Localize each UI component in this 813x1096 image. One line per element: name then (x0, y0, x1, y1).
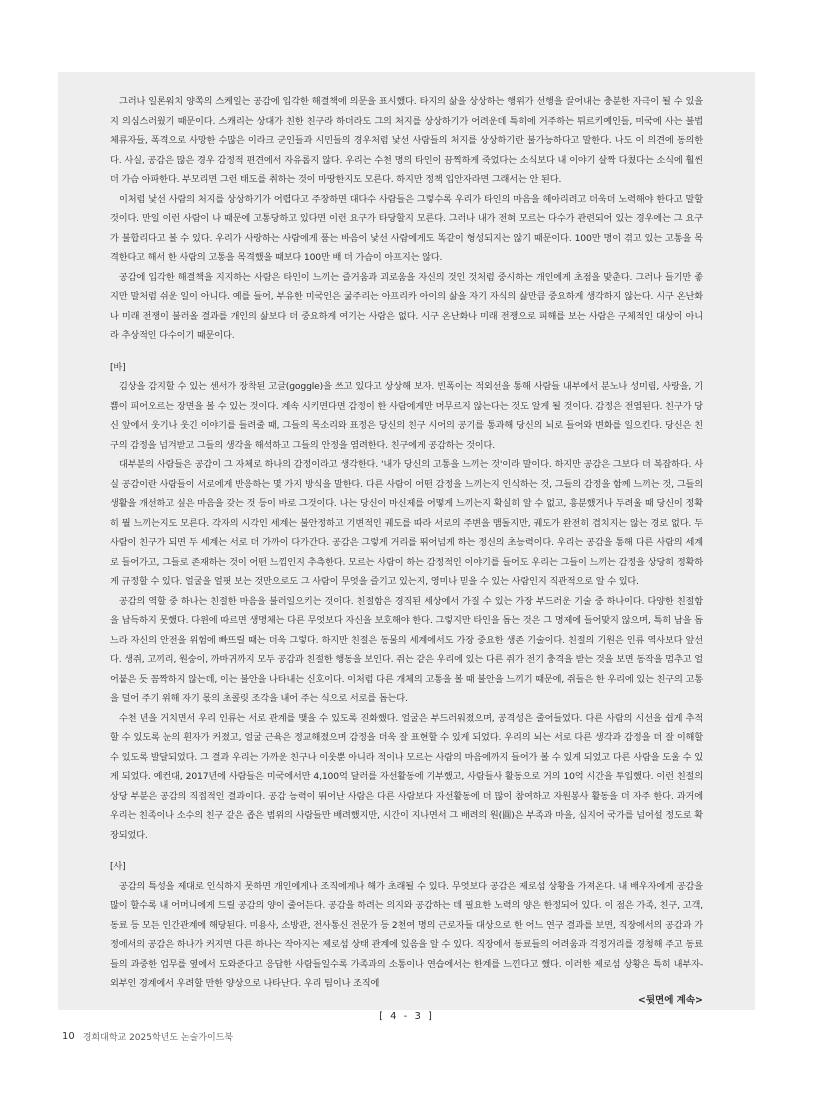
passage-body (110, 92, 703, 994)
section-b-paragraph-1: 김상을 감지할 수 있는 센서가 장착된 고글(goggle)을 쓰고 있다고 상상해 보자. 빈폭이는 적외선을 통해 사람들 내부에서 분노나 성미림, 사랑을, 기쁨이 피어오르는 장면을 볼 수 있는 것이다. 계속 시키면다면 감정이 한 사람에게만 머무르지 않는다는 것도 알게 될 것이다. 감정은 전염된다. 친구가 당신 앞에서 웃기나 웃긴 이야기를 들려줄 때, 그들의 목소리와 표정은 당신의 친구 시어의 공기를 통과해 당신의 뇌로 들어와 변화를 일으킨다. 당신은 친구의 감정을 넘겨받고 그들의 생각을 해석하고 그들의 안정을 염려한다. 친구에게 공감하는 것이다. (110, 381, 703, 451)
page-number: 10 (62, 1031, 75, 1042)
publication-title: 경희대학교 2025학년도 논술가이드북 (82, 1033, 234, 1043)
exam-page-code: [ 4 - 3 ] (379, 1010, 434, 1022)
section-c-paragraph-1: 공감의 특성을 제대로 인식하지 못하면 개인에게나 조직에게나 해가 초래될 수 있다. 무엇보다 공감은 제로섬 상황을 가져온다. 내 배우자에게 공감을 많이 할수록 내 어머니에게 드릴 공감의 양이 줄어든다. 공감을 하려는 의지와 공감하는 데 필요한 노력의 양은 한정되어 있다. 이 점은 가족, 친구, 고객, 동료 등 모든 인간관계에 해당된다. 미용사, 소방관, 전사통신 전문가 등 2천여 명의 근로자들 대상으로 한 어느 연구 결과를 보면, 직장에서의 공감과 가정에서의 공감은 하나가 커지면 다른 하나는 작아지는 제로섬 상태 관계에 있음을 알 수 있다. 직장에서 동료들의 어려움과 걱정거리를 경청해 주고 동료들의 과중한 업무를 옆에서 도와준다고 응답한 사람들일수록 가족과의 소통이나 연습에서는 한계를 느낀다고 했다. 이러한 제로섬 상황은 특히 내부자-외부인 경계에서 우려할 만한 양상으로 나타난다. 우리 팀이나 조직에 (110, 880, 703, 989)
intro-paragraph-3: 공감에 입각한 해결책을 지지하는 사람은 타인이 느끼는 즐거움과 괴로움을 자신의 것인 것처럼 중시하는 개인에게 초점을 맞춘다. 그러나 들기만 좋지만 말처럼 쉬운 일이 아니다. 예를 들어, 부유한 미국인은 굶주리는 아프리카 아이의 삶을 자기 자식의 삶만큼 중요하게 생각하지 않는다. 시구 온난화나 미래 전쟁이 불러올 결과를 개인의 삶보다 더 중요하게 여기는 사람은 없다. 시구 온난화나 미래 전쟁으로 피해를 보는 사람은 구체적인 대상이 아니라 추상적인 다수이기 때문이다. (110, 271, 703, 341)
section-b-paragraph-4: 수천 년을 거치면서 우리 인류는 서로 관계를 맺을 수 있도록 진화했다. 얼굴은 부드러워졌으며, 공격성은 줄어들었다. 다른 사람의 시선을 쉽게 추적할 수 있도록 눈의 흰자가 커졌고, 얼굴 근육은 정교해졌으며 감정을 더욱 잘 표현할 수 있게 되었다. 우리의 뇌는 서로 다른 생각과 감정을 더 잘 이해할 수 있도록 발달되었다. 그 결과 우리는 가까운 친구나 이웃뿐 아니라 적이나 모르는 사람의 마음에까지 들어가 볼 수 있게 되었고 다른 사람을 도울 수 있게 되었다. 예컨대, 2017년에 사람들은 미국에서만 4,100억 달러를 자선활동에 기부했고, 사람들사 활동으로 거의 10억 시간을 투입했다. 이런 친절의 상당 부분은 공감의 직접적인 결과이다. 공감 능력이 뛰어난 사람은 다른 사람보다 자선활동에 더 많이 참여하고 자원봉사 활동을 더 자주 한다. 과거에 우리는 친족이나 소수의 친구 같은 좁은 범위의 사람들만 배려했지만, 시간이 지나면서 그 배려의 원(圓)은 부족과 마을, 심지어 국가를 넘어설 정도로 확장되었다. (110, 712, 703, 841)
section-label-c: [사] (110, 861, 126, 872)
section-label-b: [바] (110, 361, 126, 373)
page-footer (62, 1030, 233, 1043)
section-b-paragraph-2: 대부분의 사람들은 공감이 그 자체로 하나의 감정이라고 생각한다. '내가 당신의 고통을 느끼는 것'이라 말이다. 하지만 공감은 그보다 더 복잡하다. 사실 공감이란 사람들이 서로에게 반응하는 몇 가지 방식을 말한다. 다른 사람이 어떤 감정을 느끼는지 인식하는 것, 그들의 감정을 함께 느끼는 것, 그들의 생활을 개선하고 싶은 마음을 갖는 것 등이 바로 그것이다. 나는 당신이 마신제를 어떻게 느끼는지 확실히 알 수 없고, 흥분했거나 두려울 때 당신이 정확히 뭘 느끼는지도 모른다. 각자의 시각인 세계는 불안정하고 기변적인 궤도를 따라 서로의 주변을 맴돌지만, 궤도가 완전히 겹치지는 않는 경로 없다. 두 사람이 친구가 되면 두 세계는 서로 더 가까이 다가간다. 공감은 그렇게 거리를 뛰어넘게 하는 정신의 초능력이다. 우리는 공감을 통해 다른 사람의 세계로 들어가고, 그들로 존재하는 것이 어떤 느낌인지 추측한다. 모르는 사람이 하는 감정적인 이야기를 들어도 우리는 그들이 느끼는 감정을 상당히 정확하게 규정할 수 있다. 얼굴을 얼핏 보는 것만으로도 그 사람이 무엇을 즐기고 있는지, 영미나 믿을 수 있는 사람인지 직관적으로 알 수 있다. (110, 459, 703, 587)
section-b-paragraph-3: 공감의 역할 중 하나는 친절한 마음을 불러일으키는 것이다. 친절함은 경직된 세상에서 가질 수 있는 가장 부드러운 기술 중 하나이다. 다양한 친절함을 납득하지 못했다. 다윈에 따르면 생명체는 다른 무엇보다 자신을 보호해야 한다. 그렇지만 타인을 돕는 것은 그 명제에 들어맞지 않으며, 특히 남을 돕느라 자신의 안전을 위험에 빠뜨릴 때는 더욱 그렇다. 하지만 친절은 동물의 세계에서도 가장 중요한 생존 기술이다. 친절의 기원은 인류 역사보다 앞선다. 생쥐, 고끼리, 원숭이, 까마귀까지 모두 공감과 친절한 행동을 보인다. 쥐는 같은 우리에 있는 다른 쥐가 전기 충격을 받는 것을 보면 동작을 멈추고 얼어붙은 듯 꼼짝하지 않는데, 이는 불안을 나타내는 신호이다. 이처럼 다른 개체의 고통을 볼 때 불안을 느끼기 때문에, 쥐들은 한 우리에 있는 친구의 고통을 덜어 주기 위해 자기 몫의 초콜릿 조각을 내어 주는 식으로 서로를 돕는다. (110, 595, 703, 704)
exam-passage-panel (58, 72, 755, 1022)
continue-note: <뒷면에 계속> (637, 994, 703, 1006)
intro-paragraph-1: 그러나 일론워치 양쪽의 스케일는 공감에 입각한 해결책에 의문을 표시했다. 타지의 삶을 상상하는 행위가 선행을 끌어내는 충분한 자극이 될 수 있을지 의심스러웠기 때문이다. 스캐리는 상대가 친한 친구라 하더라도 그의 처지를 상상하기가 어려운데 특히에 거주하는 튀르키예인들, 미국에 사는 불법체류자들, 폭격으로 사망한 수많은 이라크 군인들과 시민들의 경우처럼 낯선 사람들의 처지를 상상하기란 불가능하다고 말한다. 나도 이 의견에 동의한다. 사실, 공감은 많은 경우 감정적 편견에서 자유롭지 않다. 우리는 수천 명의 타인이 끔찍하게 죽었다는 소식보다 내 이야기 살짝 다쳤다는 소식에 훨씬 더 가슴 아파한다. 부모리면 그런 태도를 취하는 것이 마땅한지도 모른다. 하지만 정책 입안자라면 그래서는 안 된다. (110, 96, 703, 185)
intro-paragraph-2: 이처럼 낯선 사람의 처지를 상상하기가 어렵다고 주장하면 대다수 사람들은 그렇수록 우리가 타인의 마음을 헤아리려고 더욱더 노력해야 한다고 말할 것이다. 만일 이런 사람이 나 때문에 고통당하고 있다면 이런 요구가 타당할지 모른다. 그러나 내가 전혀 모르는 다수가 관련되어 있는 경우에는 그 요구가 불합리다고 볼 수 있다. 우리가 사랑하는 사람에게 품는 바음이 낯선 사람에게도 똑같이 형성되지는 않기 때문이다. 100만 명이 겪고 있는 고통을 목격한다고 해서 한 사람의 고통을 목격했을 때보다 100만 배 더 가슴이 아프지는 않다. (110, 193, 703, 263)
